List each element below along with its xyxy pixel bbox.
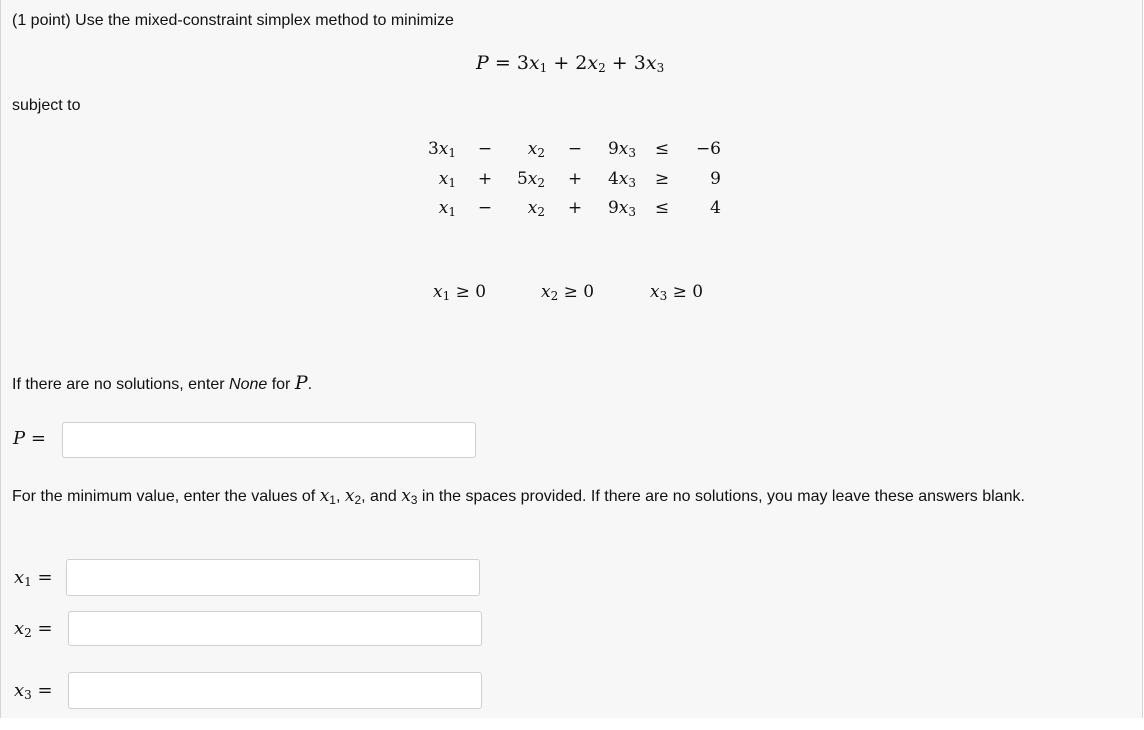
constraint-2-x2: $5x_2$ bbox=[516, 169, 545, 190]
x2-answer-input[interactable] bbox=[68, 611, 482, 646]
constraint-3-op2: + bbox=[567, 198, 583, 218]
constraint-1-x1: $3x_1$ bbox=[427, 139, 456, 160]
p-answer-label: P = bbox=[13, 428, 46, 449]
subject-to-label: subject to bbox=[12, 97, 81, 114]
constraint-1-rhs: −6 bbox=[695, 139, 721, 159]
x3-answer-input[interactable] bbox=[68, 672, 482, 709]
p-answer-input[interactable] bbox=[62, 422, 476, 458]
constraint-2-rhs: 9 bbox=[710, 169, 721, 189]
constraint-3-rhs: 4 bbox=[710, 198, 721, 218]
constraint-2-x1: $x_1$ bbox=[438, 169, 456, 190]
constraint-1-relation: ≤ bbox=[654, 139, 670, 159]
constraint-1-op1: − bbox=[477, 139, 493, 159]
constraint-3-x3: $9x_3$ bbox=[607, 198, 636, 219]
constraint-2-relation: ≥ bbox=[654, 169, 670, 189]
constraint-3-relation: ≤ bbox=[654, 198, 670, 218]
x2-answer-label: $x_2$ = bbox=[14, 618, 53, 640]
objective-function: $P = 3x_1 + 2x_2 + 3x_3$ bbox=[476, 52, 665, 75]
constraint-1-op2: − bbox=[567, 139, 583, 159]
problem-intro: (1 point) Use the mixed-constraint simplex method to minimize bbox=[12, 12, 454, 29]
constraint-3-x1: $x_1$ bbox=[438, 198, 456, 219]
constraint-1-x2: $x_2$ bbox=[527, 139, 545, 160]
nonneg-x2: $x_2 \ge 0$ bbox=[541, 282, 595, 303]
no-solution-note: If there are no solutions, enter None for P. bbox=[12, 372, 313, 394]
nonneg-x1: $x_1 \ge 0$ bbox=[433, 282, 487, 303]
nonneg-x3: $x_3 \ge 0$ bbox=[650, 282, 704, 303]
constraint-2-x3: $4x_3$ bbox=[607, 169, 636, 190]
constraint-1-x3: $9x_3$ bbox=[607, 139, 636, 160]
x1-answer-input[interactable] bbox=[66, 559, 480, 596]
x3-answer-label: $x_3$ = bbox=[14, 680, 53, 702]
constraint-3-x2: $x_2$ bbox=[527, 198, 545, 219]
x1-answer-label: $x_1$ = bbox=[14, 567, 53, 589]
constraint-3-op1: − bbox=[477, 198, 493, 218]
constraint-2-op1: + bbox=[477, 169, 493, 189]
constraint-2-op2: + bbox=[567, 169, 583, 189]
values-instruction: For the minimum value, enter the values of $x_1$, $x_2$, and $x_3$ in the spaces provided. If there are no solutions, you may leave these answers blank. bbox=[12, 486, 1025, 507]
